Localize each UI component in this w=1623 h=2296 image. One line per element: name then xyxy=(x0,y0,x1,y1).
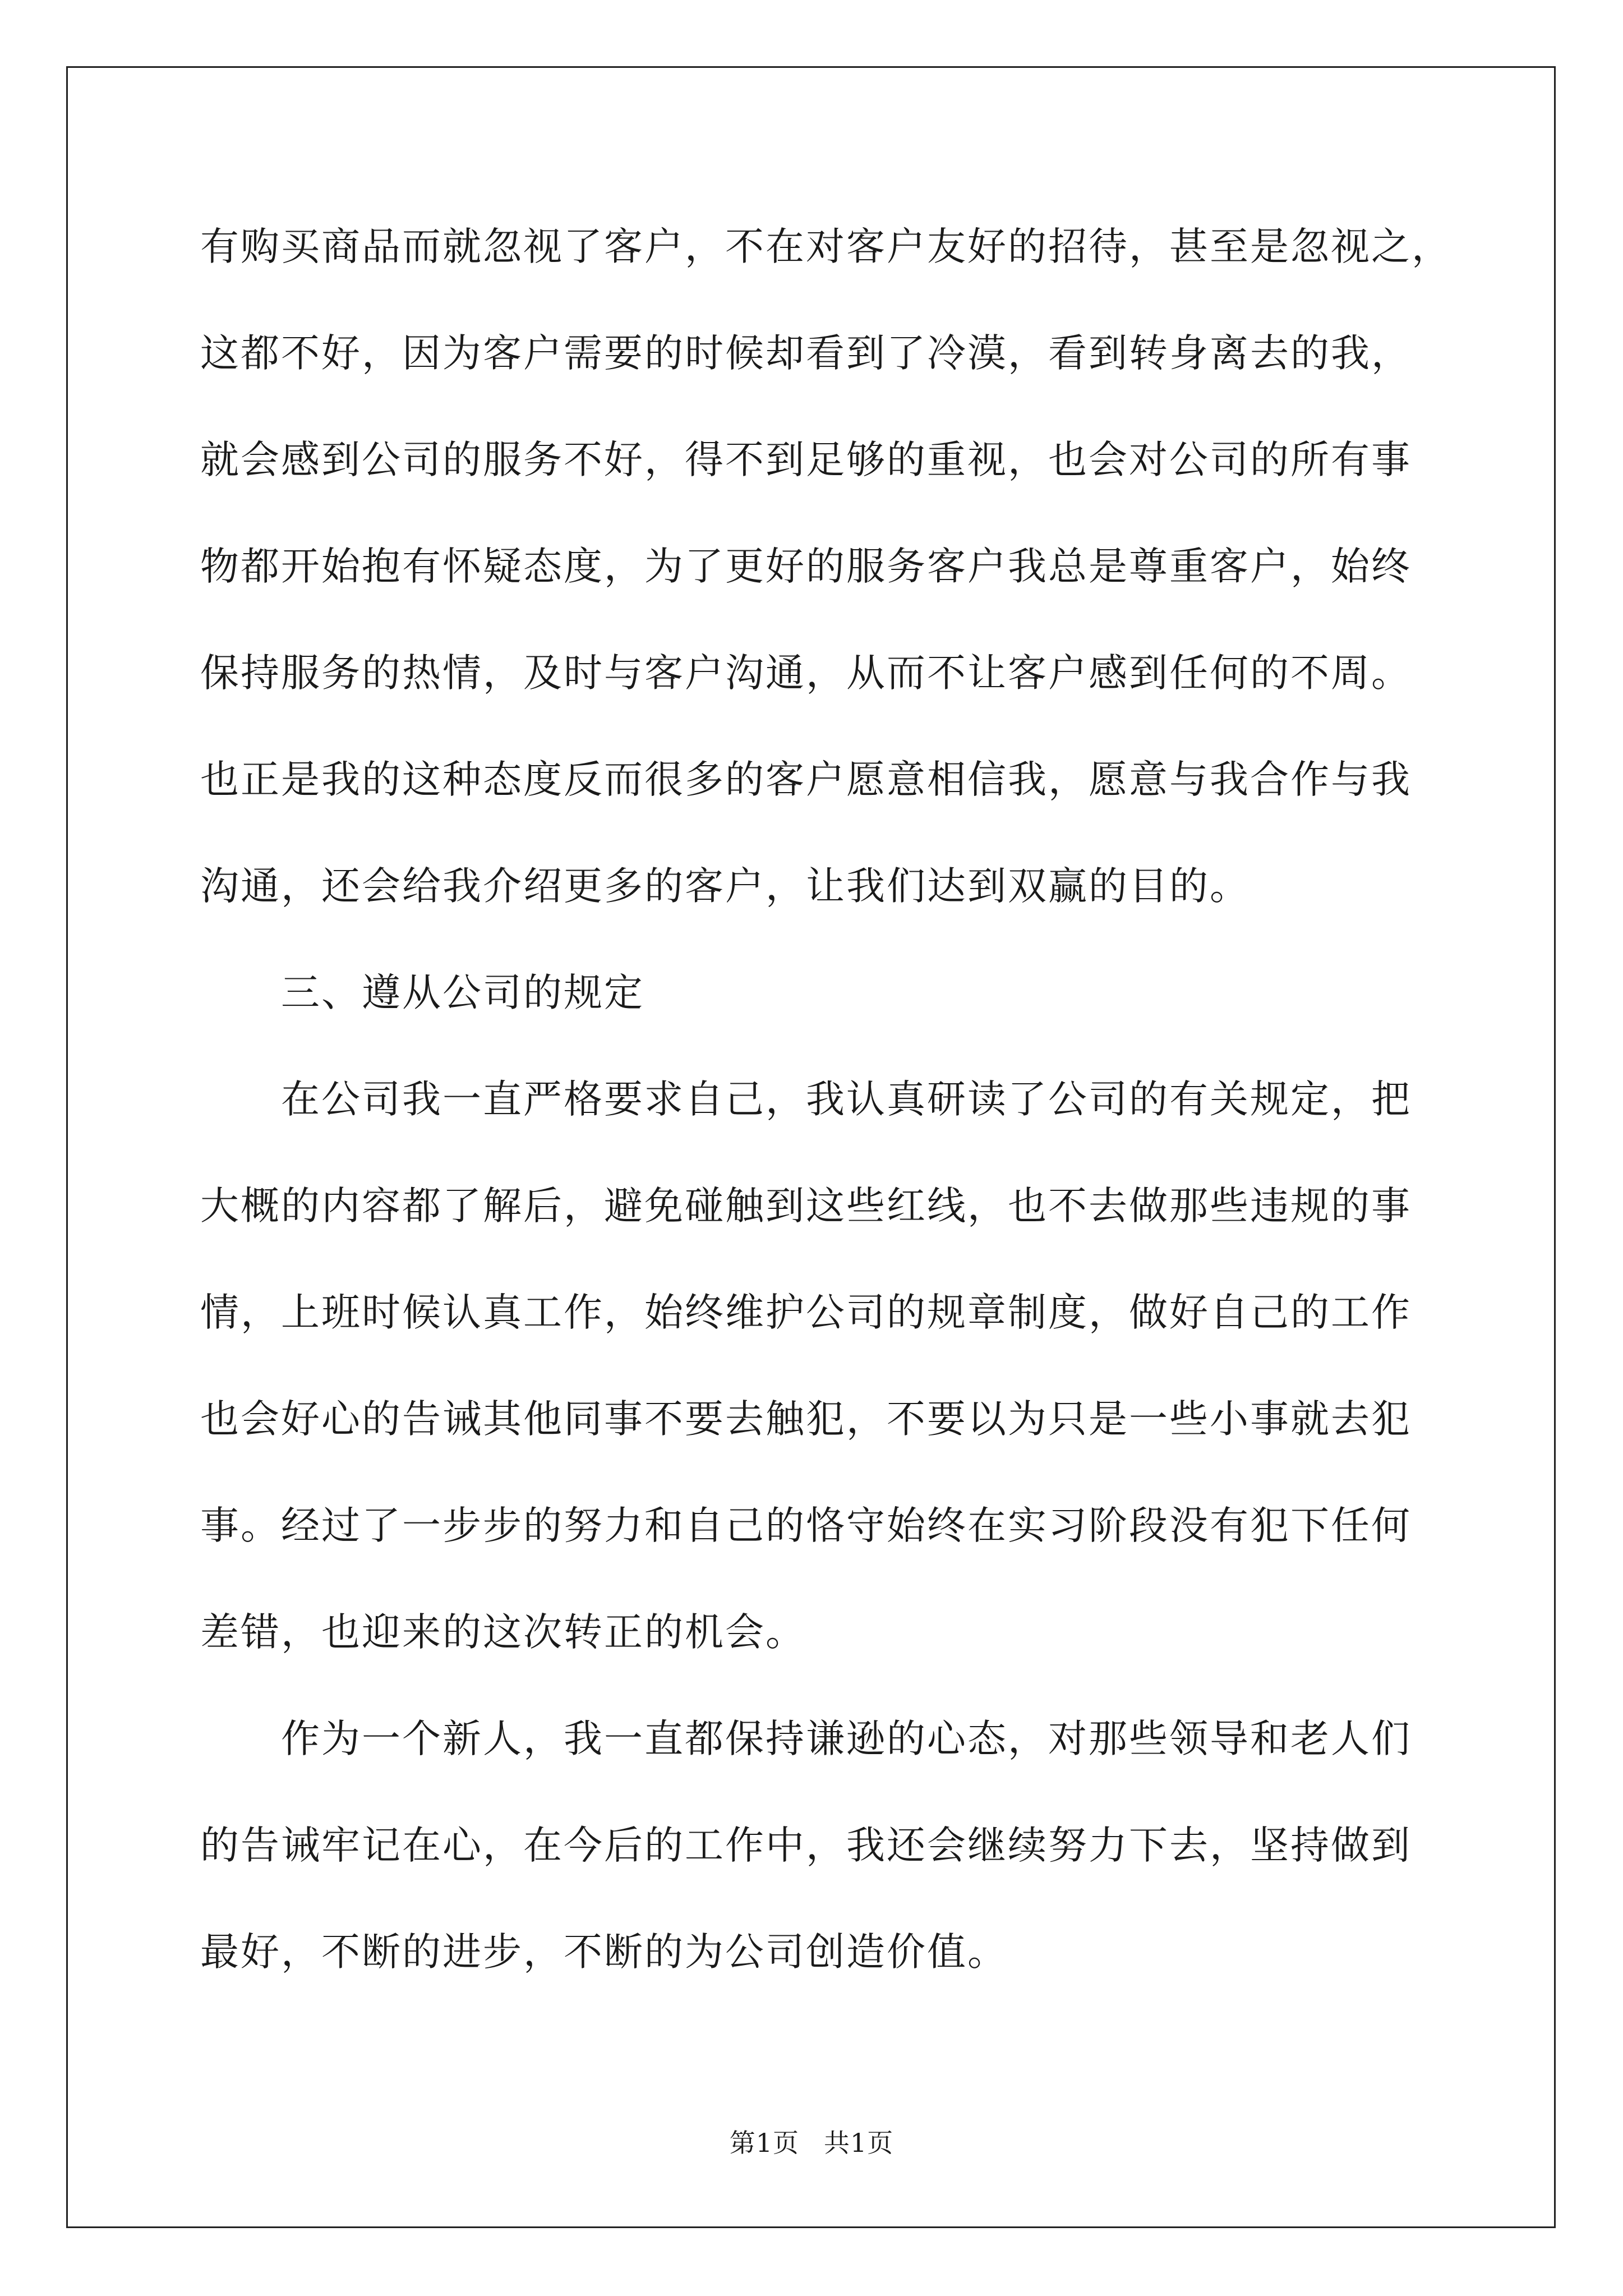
text-line: 情，上班时候认真工作，始终维护公司的规章制度，做好自己的工作 xyxy=(200,1290,1412,1335)
text-line: 在公司我一直严格要求自己，我认真研读了公司的有关规定，把 xyxy=(281,1077,1412,1122)
text-line: 最好，不断的进步，不断的为公司创造价值。 xyxy=(200,1930,1008,1975)
text-line: 大概的内容都了解后，避免碰触到这些红线，也不去做那些违规的事 xyxy=(200,1184,1412,1228)
page-number-total: 共1页 xyxy=(824,2128,894,2158)
text-line: 也正是我的这种态度反而很多的客户愿意相信我，愿意与我合作与我 xyxy=(200,757,1412,802)
text-line: 事。经过了一步步的努力和自己的恪守始终在实习阶段没有犯下任何 xyxy=(200,1503,1412,1548)
document-body xyxy=(200,213,1452,2025)
text-line: 差错，也迎来的这次转正的机会。 xyxy=(200,1610,806,1655)
text-line: 物都开始抱有怀疑态度，为了更好的服务客户我总是尊重客户，始终 xyxy=(200,544,1412,589)
section-heading: 三、遵从公司的规定 xyxy=(281,970,644,1015)
text-line: 这都不好，因为客户需要的时候却看到了冷漠，看到转身离去的我， xyxy=(200,331,1412,376)
page-footer xyxy=(0,2126,1623,2160)
text-line: 的告诫牢记在心，在今后的工作中，我还会继续努力下去，坚持做到 xyxy=(200,1823,1412,1868)
text-line: 沟通，还会给我介绍更多的客户，让我们达到双赢的目的。 xyxy=(200,864,1250,909)
page-number-current: 第1页 xyxy=(729,2128,799,2158)
text-line: 就会感到公司的服务不好，得不到足够的重视，也会对公司的所有事 xyxy=(200,438,1412,482)
text-line: 有购买商品而就忽视了客户，不在对客户友好的招待，甚至是忽视之， xyxy=(200,224,1452,269)
text-line: 作为一个新人，我一直都保持谦逊的心态，对那些领导和老人们 xyxy=(281,1717,1412,1761)
text-line: 也会好心的告诫其他同事不要去触犯，不要以为只是一些小事就去犯 xyxy=(200,1397,1412,1442)
text-line: 保持服务的热情，及时与客户沟通，从而不让客户感到任何的不周。 xyxy=(200,651,1412,696)
